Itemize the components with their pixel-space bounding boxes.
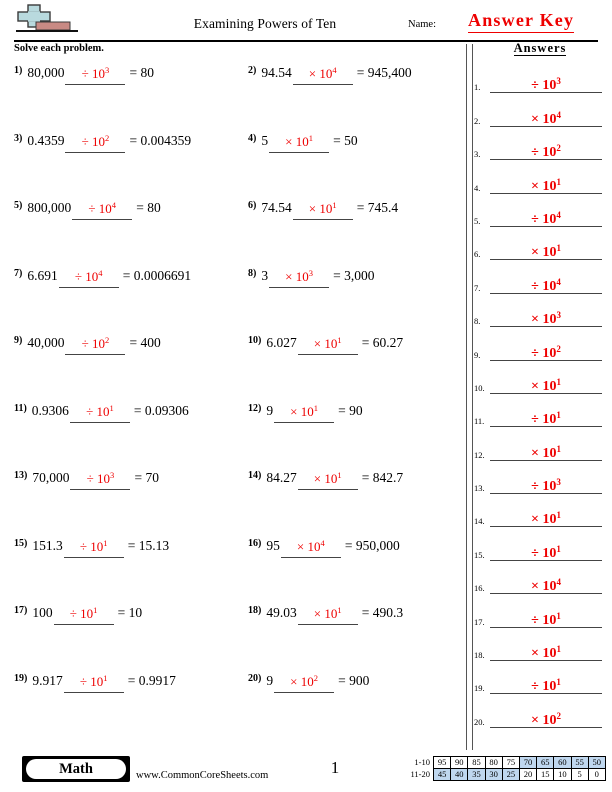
problem-number: 16): [248, 537, 262, 549]
problem-number: 17): [14, 605, 28, 616]
grading-scale-table: [400, 756, 606, 781]
answer-row-number: 18.: [474, 650, 485, 661]
answer-blank[interactable]: ÷ $10^1$: [54, 600, 114, 625]
answer-blank[interactable]: × $10^2$: [274, 668, 334, 693]
answer-blank[interactable]: × $10^3$: [269, 263, 329, 288]
problem-item: [248, 596, 403, 626]
answers-heading-text: Answers: [513, 41, 567, 55]
answer-blank[interactable]: × $10^1$: [269, 128, 329, 153]
grading-scale-cell: 40: [451, 769, 468, 781]
problem-operand: 3: [261, 267, 269, 283]
grading-scale-cell: 85: [468, 757, 485, 769]
problem-item: [248, 326, 403, 356]
problem-item: [14, 56, 154, 86]
plus-block-logo-icon: [16, 4, 86, 38]
problem-operand: 6.691: [27, 267, 58, 283]
problem-number: 19): [14, 672, 28, 684]
problem-operand: 100: [32, 605, 53, 620]
answer-row-value[interactable]: × $10^3$: [490, 304, 602, 327]
answer-row: [472, 127, 608, 160]
answer-blank[interactable]: ÷ $10^4$: [72, 195, 132, 220]
answer-row-value[interactable]: ÷ $10^2$: [490, 338, 602, 361]
problem-result: = 0.09306: [133, 402, 189, 418]
answer-row-number: 14.: [474, 516, 485, 527]
problem-result: = 80: [129, 65, 154, 80]
answer-blank[interactable]: ÷ $10^3$: [65, 60, 125, 85]
page-title: Examining Powers of Ten: [193, 16, 337, 31]
subject-badge-label: Math: [26, 759, 126, 779]
grading-scale-cell: 35: [468, 769, 485, 781]
problem-result: = 90: [338, 402, 363, 418]
answer-row: [472, 361, 608, 394]
answer-row: [472, 594, 608, 627]
answer-row-number: 3.: [474, 149, 481, 160]
problem-result: = 80: [136, 200, 161, 215]
answer-row-number: 20.: [474, 716, 485, 727]
grading-scale-row: [400, 757, 605, 769]
answer-row: [472, 227, 608, 260]
answer-row-number: 8.: [474, 316, 481, 327]
problem-number: 2): [248, 65, 257, 76]
problem-operand: 95: [266, 537, 280, 553]
problem-operand: 80,000: [27, 65, 65, 80]
problem-item: [14, 596, 142, 626]
problem-item: [14, 461, 159, 491]
problem-item: [14, 664, 176, 694]
page-number: 1: [330, 758, 340, 777]
problem-operand: 9: [266, 672, 274, 688]
answer-row-value[interactable]: × $10^1$: [490, 171, 602, 194]
grading-scale-cell: 20: [519, 769, 536, 781]
grading-scale-cell: 30: [485, 769, 502, 781]
problem-item: [248, 56, 412, 86]
problem-number: 18): [248, 605, 262, 616]
problem-number: 12): [248, 402, 262, 414]
problem-operand: 84.27: [266, 470, 297, 485]
answer-key-badge: Answer Key: [468, 10, 574, 33]
answer-row-number: 19.: [474, 683, 485, 694]
problem-operand: 6.027: [266, 335, 297, 350]
answer-row-number: 11.: [474, 416, 485, 427]
answer-row-value[interactable]: × $10^4$: [490, 571, 602, 594]
grading-scale-cell: 75: [502, 757, 519, 769]
answer-row-value[interactable]: ÷ $10^1$: [490, 671, 602, 694]
problem-result: = 0.004359: [129, 132, 192, 148]
problem-operand: 9: [266, 402, 274, 418]
problem-item: [248, 461, 403, 491]
answer-row: [472, 60, 608, 93]
grading-scale-cell: 0: [588, 769, 605, 781]
answer-blank[interactable]: × $10^4$: [293, 60, 353, 85]
answer-row-value[interactable]: ÷ $10^1$: [490, 605, 602, 628]
grading-scale-cell: 90: [451, 757, 468, 769]
grading-scale-body: [400, 757, 605, 781]
problem-operand: 94.54: [261, 65, 292, 80]
answer-row-number: 10.: [474, 382, 485, 393]
answer-row-value[interactable]: × $10^1$: [490, 438, 602, 461]
answer-row-number: 13.: [474, 483, 485, 494]
answer-row: [472, 327, 608, 360]
answer-row-number: 7.: [474, 282, 481, 293]
answer-blank[interactable]: ÷ $10^1$: [64, 533, 124, 558]
answer-row-value[interactable]: × $10^1$: [490, 504, 602, 527]
answer-blank[interactable]: × $10^1$: [293, 195, 353, 220]
grading-scale-row: [400, 769, 605, 781]
problem-item: [14, 326, 161, 356]
answer-row-value[interactable]: ÷ $10^1$: [490, 404, 602, 427]
problem-number: 5): [14, 200, 23, 211]
grading-scale-row-label: 11-20: [410, 769, 430, 779]
answer-row-number: 2.: [474, 115, 481, 126]
grading-scale-cell: 70: [519, 757, 536, 769]
problem-result: = 0.9917: [127, 672, 176, 688]
problem-result: = 15.13: [127, 537, 170, 553]
instructions-text: Solve each problem.: [14, 43, 104, 54]
answer-blank[interactable]: × $10^1$: [274, 398, 334, 423]
grading-scale-cell: 50: [588, 757, 605, 769]
answer-blank[interactable]: × $10^1$: [298, 600, 358, 625]
problem-item: [248, 191, 398, 221]
problem-number: 13): [14, 470, 28, 481]
problem-item: [14, 394, 189, 424]
problem-item: [248, 124, 358, 154]
answer-row-number: 4.: [474, 182, 481, 193]
answer-row: [472, 93, 608, 126]
problem-item: [14, 124, 191, 154]
problem-number: 20): [248, 672, 262, 684]
problem-result: = 490.3: [361, 605, 404, 620]
problem-item: [14, 259, 191, 289]
problem-number: 1): [14, 65, 23, 76]
grading-scale-cell: 45: [434, 769, 451, 781]
answer-row-number: 15.: [474, 549, 485, 560]
grading-scale-cell: 5: [571, 769, 588, 781]
answer-row-number: 17.: [474, 616, 485, 627]
problem-result: = 50: [333, 132, 358, 148]
answer-row: [472, 561, 608, 594]
answer-row-value[interactable]: × $10^1$: [490, 237, 602, 260]
answer-blank[interactable]: ÷ $10^2$: [65, 330, 125, 355]
problem-operand: 800,000: [27, 200, 72, 215]
answer-row-number: 9.: [474, 349, 481, 360]
answer-row-number: 1.: [474, 82, 481, 93]
grading-scale-cell: 25: [502, 769, 519, 781]
answer-row: [472, 294, 608, 327]
grading-scale-cell: 80: [485, 757, 502, 769]
grading-scale-cell: 10: [554, 769, 571, 781]
answer-blank[interactable]: ÷ $10^2$: [65, 128, 125, 153]
answer-row: [472, 194, 608, 227]
problem-result: = 10: [117, 605, 143, 620]
answer-blank[interactable]: × $10^1$: [298, 465, 358, 490]
problem-number: 7): [14, 267, 23, 279]
answer-row-value[interactable]: ÷ $10^3$: [490, 70, 602, 93]
site-url-text: www.CommonCoreSheets.com: [136, 770, 269, 781]
answer-row-value[interactable]: × $10^2$: [490, 705, 602, 728]
problem-number: 10): [248, 335, 262, 346]
problem-item: [14, 191, 161, 221]
answer-row-value[interactable]: × $10^1$: [490, 638, 602, 661]
problem-operand: 49.03: [266, 605, 297, 620]
problem-number: 11): [14, 402, 27, 414]
subject-badge: [22, 756, 130, 782]
answer-row-value[interactable]: ÷ $10^2$: [490, 137, 602, 160]
grading-scale-cell: 55: [571, 757, 588, 769]
problem-operand: 5: [261, 132, 269, 148]
grading-scale-row-label: 1-10: [414, 757, 430, 767]
answer-row-value[interactable]: × $10^1$: [490, 371, 602, 394]
problem-result: = 400: [129, 335, 161, 350]
page-footer: [0, 750, 612, 792]
answer-row: [472, 427, 608, 460]
problem-number: 9): [14, 335, 23, 346]
problem-result: = 70: [134, 470, 159, 485]
problem-result: = 0.0006691: [122, 267, 192, 283]
answer-row-value[interactable]: ÷ $10^1$: [490, 538, 602, 561]
problem-number: 8): [248, 267, 257, 279]
problem-operand: 0.4359: [27, 132, 65, 148]
answer-row: [472, 461, 608, 494]
answer-row-number: 5.: [474, 215, 481, 226]
answer-row: [472, 694, 608, 727]
name-label: Name:: [408, 19, 436, 30]
answer-row: [472, 494, 608, 527]
answer-row-value[interactable]: ÷ $10^4$: [490, 271, 602, 294]
answer-row: [472, 160, 608, 193]
page-header: [0, 0, 612, 42]
problem-operand: 0.9306: [31, 402, 69, 418]
problem-operand: 40,000: [27, 335, 65, 350]
answer-row-number: 12.: [474, 449, 485, 460]
problem-item: [248, 529, 400, 559]
answer-row: [472, 661, 608, 694]
problems-grid: [0, 56, 466, 746]
problem-item: [14, 529, 169, 559]
problem-number: 6): [248, 200, 257, 211]
problem-result: = 842.7: [361, 470, 404, 485]
problem-result: = 745.4: [356, 200, 399, 215]
answer-blank[interactable]: ÷ $10^1$: [64, 668, 124, 693]
problem-result: = 950,000: [344, 537, 400, 553]
problem-item: [248, 394, 363, 424]
grading-scale-cell: 65: [537, 757, 554, 769]
grading-scale-cell: 95: [434, 757, 451, 769]
problem-number: 4): [248, 132, 257, 144]
answer-row-number: 16.: [474, 583, 485, 594]
grading-scale-cell: 60: [554, 757, 571, 769]
answer-row: [472, 628, 608, 661]
problem-operand: 9.917: [32, 672, 63, 688]
problem-result: = 3,000: [333, 267, 375, 283]
answer-blank[interactable]: ÷ $10^4$: [59, 263, 119, 288]
answer-blank[interactable]: × $10^1$: [298, 330, 358, 355]
answer-row-value[interactable]: × $10^4$: [490, 104, 602, 127]
problem-result: = 60.27: [361, 335, 404, 350]
problem-number: 3): [14, 132, 23, 144]
answer-blank[interactable]: ÷ $10^3$: [70, 465, 130, 490]
problem-operand: 151.3: [32, 537, 63, 553]
problem-number: 14): [248, 470, 262, 481]
answer-row-value[interactable]: ÷ $10^4$: [490, 204, 602, 227]
answers-column-heading: [480, 41, 600, 56]
problem-item: [248, 259, 374, 289]
grading-scale-cell: 15: [537, 769, 554, 781]
answer-blank[interactable]: ÷ $10^1$: [70, 398, 130, 423]
answer-row: [472, 527, 608, 560]
answer-row-value[interactable]: ÷ $10^3$: [490, 471, 602, 494]
answer-blank[interactable]: × $10^4$: [281, 533, 341, 558]
answers-column: [472, 60, 608, 728]
problem-result: = 900: [338, 672, 370, 688]
problem-result: = 945,400: [356, 65, 412, 80]
answer-row: [472, 260, 608, 293]
problem-operand: 74.54: [261, 200, 292, 215]
answer-row-number: 6.: [474, 249, 481, 260]
problem-operand: 70,000: [32, 470, 70, 485]
answer-row: [472, 394, 608, 427]
problem-item: [248, 664, 369, 694]
problem-number: 15): [14, 537, 28, 549]
